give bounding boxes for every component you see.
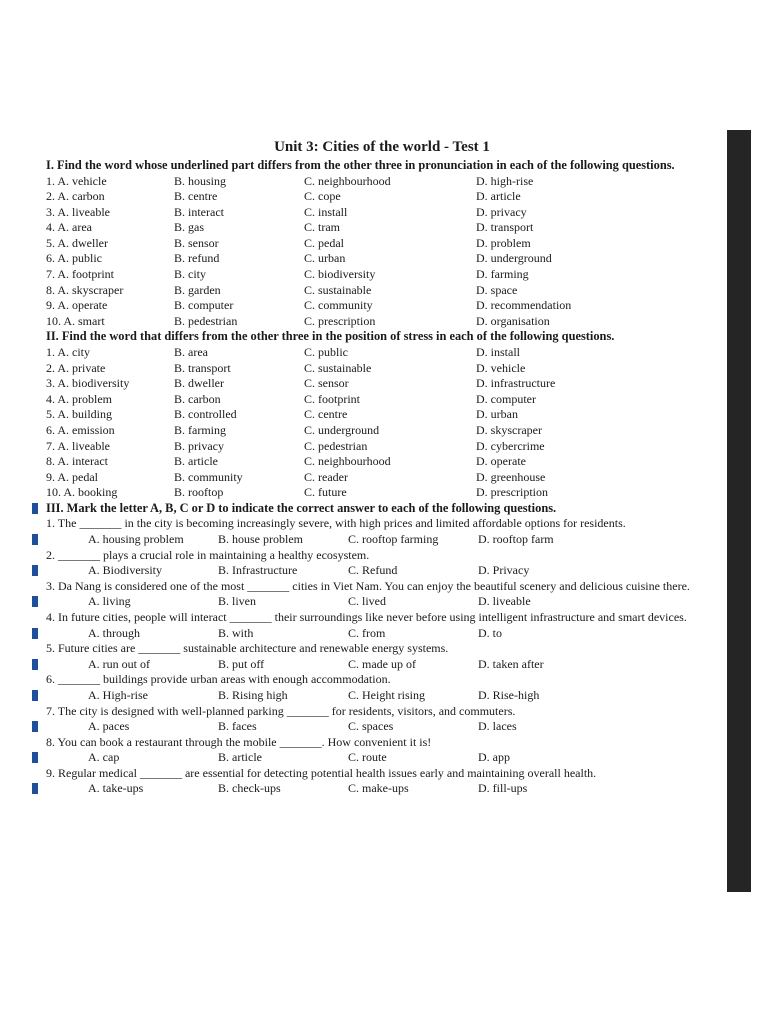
stress-option-a: 5. A. building: [46, 407, 113, 422]
pronunciation-option-a: 7. A. footprint: [46, 267, 114, 282]
mcq-option-d: D. app: [478, 750, 510, 765]
mcq-option-c: C. rooftop farming: [348, 531, 439, 546]
mcq-option-b: B. house problem: [218, 531, 303, 546]
mcq-option-c: C. made up of: [348, 656, 416, 671]
mcq-question-text: 1. The _______ in the city is becoming increasingly severe, with high prices and limited affordable options for residents.: [46, 516, 626, 531]
mcq-option-d: D. rooftop farm: [478, 531, 554, 546]
pronunciation-option-d: D. high-rise: [476, 173, 534, 188]
mcq-question-text: 2. _______ plays a crucial role in maintaining a healthy ecosystem.: [46, 547, 370, 562]
stress-option-c: C. footprint: [304, 391, 360, 406]
pronunciation-option-d: D. organisation: [476, 313, 550, 328]
stress-option-d: D. infrastructure: [476, 376, 556, 391]
pronunciation-question-row: [46, 314, 718, 330]
pronunciation-option-b: B. city: [174, 267, 206, 282]
stress-option-b: B. area: [174, 344, 208, 359]
mcq-option-a: A. cap: [88, 750, 120, 765]
mcq-question-text: 4. In future cities, people will interact _______ their surroundings like never before using intelligent infrastructure and smart devices.: [46, 609, 687, 624]
stress-option-d: D. computer: [476, 391, 536, 406]
stress-question-row: [46, 439, 718, 455]
pronunciation-option-c: C. neighbourhood: [304, 173, 391, 188]
pronunciation-option-c: C. sustainable: [304, 282, 372, 297]
section-2-list: [46, 345, 718, 501]
mcq-question-text: 7. The city is designed with well-planned parking _______ for residents, visitors, and commuters.: [46, 703, 516, 718]
pronunciation-option-b: B. refund: [174, 251, 220, 266]
pronunciation-question-row: [46, 236, 718, 252]
pronunciation-question-row: [46, 205, 718, 221]
mcq-question-text: 9. Regular medical _______ are essential for detecting potential health issues early and maintaining overall health.: [46, 765, 597, 780]
mcq-options-row: [46, 781, 718, 797]
stress-question-row: [46, 485, 718, 501]
stress-option-c: C. future: [304, 485, 347, 500]
pronunciation-option-d: D. recommendation: [476, 298, 572, 313]
pronunciation-option-b: B. sensor: [174, 235, 219, 250]
stress-option-b: B. privacy: [174, 438, 224, 453]
mcq-option-b: B. faces: [218, 719, 257, 734]
pronunciation-option-d: D. farming: [476, 267, 529, 282]
mcq-option-b: B. put off: [218, 656, 265, 671]
stress-option-c: C. sustainable: [304, 360, 372, 375]
pronunciation-question-row: [46, 220, 718, 236]
stress-option-b: B. carbon: [174, 391, 221, 406]
pronunciation-option-d: D. underground: [476, 251, 552, 266]
mcq-question-text: 6. _______ buildings provide urban areas with enough accommodation.: [46, 672, 391, 687]
stress-option-b: B. rooftop: [174, 485, 224, 500]
stress-question-row: [46, 345, 718, 361]
stress-option-c: C. pedestrian: [304, 438, 368, 453]
mcq-option-d: D. taken after: [478, 656, 544, 671]
mcq-option-b: B. Infrastructure: [218, 563, 298, 578]
pronunciation-option-c: C. urban: [304, 251, 346, 266]
stress-question-row: [46, 361, 718, 377]
pronunciation-option-d: D. privacy: [476, 204, 527, 219]
pronunciation-option-a: 5. A. dweller: [46, 235, 108, 250]
stress-option-b: B. controlled: [174, 407, 237, 422]
bookmark-marker-icon: [32, 596, 38, 607]
stress-option-a: 10. A. booking: [46, 485, 118, 500]
mcq-options-row: [46, 750, 718, 766]
stress-question-row: [46, 407, 718, 423]
stress-option-a: 3. A. biodiversity: [46, 376, 130, 391]
mcq-option-c: C. route: [348, 750, 387, 765]
page-title: Unit 3: Cities of the world - Test 1: [274, 139, 490, 155]
mcq-option-b: B. with: [218, 625, 254, 640]
bookmark-marker-icon: [32, 503, 38, 514]
mcq-option-b: B. article: [218, 750, 262, 765]
mcq-option-d: D. Rise-high: [478, 687, 540, 702]
section-3-heading: III. Mark the letter A, B, C or D to indicate the correct answer to each of the following questions.: [46, 500, 557, 515]
stress-option-c: C. public: [304, 344, 348, 359]
pronunciation-option-c: C. prescription: [304, 313, 376, 328]
pronunciation-option-a: 3. A. liveable: [46, 204, 110, 219]
section-1-heading: I. Find the word whose underlined part differs from the other three in pronunciation in each of the following questions.: [46, 158, 675, 172]
pronunciation-option-b: B. centre: [174, 189, 218, 204]
mcq-option-a: A. paces: [88, 719, 130, 734]
stress-question-row: [46, 423, 718, 439]
pronunciation-option-b: B. pedestrian: [174, 313, 238, 328]
pronunciation-option-a: 8. A. skyscraper: [46, 282, 124, 297]
mcq-options-row: [46, 657, 718, 673]
pronunciation-option-a: 4. A. area: [46, 220, 92, 235]
mcq-options-row: [46, 594, 718, 610]
bookmark-marker-icon: [32, 534, 38, 545]
mcq-options-row: [46, 532, 718, 548]
stress-option-d: D. greenhouse: [476, 469, 546, 484]
stress-option-c: C. reader: [304, 469, 348, 484]
dark-side-panel: [727, 130, 751, 892]
mcq-question-text: 3. Da Nang is considered one of the most _______ cities in Viet Nam. You can enjoy the beautiful scenery and delicious cuisine there.: [46, 578, 690, 593]
stress-option-a: 1. A. city: [46, 344, 90, 359]
pronunciation-option-a: 1. A. vehicle: [46, 173, 107, 188]
pronunciation-question-row: [46, 298, 718, 314]
mcq-option-a: A. housing problem: [88, 531, 184, 546]
pronunciation-option-a: 9. A. operate: [46, 298, 108, 313]
pronunciation-option-a: 6. A. public: [46, 251, 102, 266]
pronunciation-option-d: D. article: [476, 189, 521, 204]
mcq-option-a: A. High-rise: [88, 687, 148, 702]
pronunciation-option-c: C. install: [304, 204, 348, 219]
stress-option-c: C. neighbourhood: [304, 454, 391, 469]
stress-option-b: B. transport: [174, 360, 231, 375]
mcq-option-a: A. Biodiversity: [88, 563, 162, 578]
stress-option-d: D. operate: [476, 454, 526, 469]
stress-option-d: D. skyscraper: [476, 422, 542, 437]
pronunciation-question-row: [46, 174, 718, 190]
stress-option-b: B. dweller: [174, 376, 224, 391]
mcq-question-text: 5. Future cities are _______ sustainable architecture and renewable energy systems.: [46, 641, 449, 656]
pronunciation-question-row: [46, 189, 718, 205]
mcq-option-d: D. fill-ups: [478, 781, 528, 796]
bookmark-marker-icon: [32, 721, 38, 732]
bookmark-marker-icon: [32, 565, 38, 576]
pronunciation-question-row: [46, 267, 718, 283]
mcq-option-c: C. Refund: [348, 563, 398, 578]
mcq-option-b: B. Rising high: [218, 687, 288, 702]
mcq-options-row: [46, 719, 718, 735]
section-1-list: [46, 174, 718, 330]
stress-question-row: [46, 392, 718, 408]
pronunciation-option-c: C. tram: [304, 220, 340, 235]
bookmark-marker-icon: [32, 628, 38, 639]
pronunciation-option-c: C. pedal: [304, 235, 344, 250]
stress-question-row: [46, 470, 718, 486]
mcq-option-c: C. Height rising: [348, 687, 425, 702]
stress-option-a: 8. A. interact: [46, 454, 108, 469]
pronunciation-option-c: C. community: [304, 298, 373, 313]
pronunciation-option-b: B. gas: [174, 220, 204, 235]
pronunciation-question-row: [46, 283, 718, 299]
mcq-question-text: 8. You can book a restaurant through the mobile _______. How convenient it is!: [46, 734, 432, 749]
mcq-option-a: A. through: [88, 625, 140, 640]
pronunciation-option-c: C. biodiversity: [304, 267, 376, 282]
stress-option-b: B. article: [174, 454, 218, 469]
stress-question-row: [46, 454, 718, 470]
pronunciation-option-a: 10. A. smart: [46, 313, 105, 328]
stress-question-row: [46, 376, 718, 392]
pronunciation-option-d: D. problem: [476, 235, 531, 250]
pronunciation-option-b: B. computer: [174, 298, 234, 313]
stress-option-c: C. sensor: [304, 376, 349, 391]
stress-option-c: C. underground: [304, 422, 380, 437]
pronunciation-question-row: [46, 251, 718, 267]
mcq-option-c: C. from: [348, 625, 386, 640]
document-page: [46, 138, 718, 797]
bookmark-marker-icon: [32, 783, 38, 794]
mcq-option-d: D. liveable: [478, 594, 531, 609]
section-3-list: [46, 516, 718, 797]
stress-option-c: C. centre: [304, 407, 348, 422]
mcq-options-row: [46, 626, 718, 642]
bookmark-marker-icon: [32, 752, 38, 763]
pronunciation-option-b: B. garden: [174, 282, 221, 297]
pronunciation-option-b: B. interact: [174, 204, 224, 219]
stress-option-a: 4. A. problem: [46, 391, 112, 406]
mcq-option-c: C. make-ups: [348, 781, 409, 796]
stress-option-a: 9. A. pedal: [46, 469, 98, 484]
pronunciation-option-b: B. housing: [174, 173, 227, 188]
mcq-options-row: [46, 688, 718, 704]
section-2-heading: II. Find the word that differs from the other three in the position of stress in each of the following questions.: [46, 329, 615, 344]
stress-option-a: 6. A. emission: [46, 422, 115, 437]
stress-option-b: B. community: [174, 469, 243, 484]
mcq-option-d: D. Privacy: [478, 563, 530, 578]
bookmark-marker-icon: [32, 690, 38, 701]
pronunciation-option-a: 2. A. carbon: [46, 189, 105, 204]
mcq-option-a: A. run out of: [88, 656, 150, 671]
mcq-option-d: D. laces: [478, 719, 517, 734]
stress-option-d: D. prescription: [476, 485, 548, 500]
stress-option-d: D. install: [476, 344, 520, 359]
stress-option-d: D. vehicle: [476, 360, 526, 375]
stress-option-a: 2. A. private: [46, 360, 106, 375]
mcq-option-c: C. lived: [348, 594, 386, 609]
mcq-option-a: A. living: [88, 594, 131, 609]
mcq-option-b: B. check-ups: [218, 781, 281, 796]
pronunciation-option-d: D. space: [476, 282, 518, 297]
mcq-option-c: C. spaces: [348, 719, 394, 734]
mcq-option-a: A. take-ups: [88, 781, 144, 796]
mcq-options-row: [46, 563, 718, 579]
stress-option-b: B. farming: [174, 422, 226, 437]
mcq-option-b: B. liven: [218, 594, 256, 609]
mcq-option-d: D. to: [478, 625, 502, 640]
pronunciation-option-d: D. transport: [476, 220, 534, 235]
stress-option-d: D. cybercrime: [476, 438, 545, 453]
pronunciation-option-c: C. cope: [304, 189, 341, 204]
stress-option-a: 7. A. liveable: [46, 438, 110, 453]
stress-option-d: D. urban: [476, 407, 518, 422]
bookmark-marker-icon: [32, 659, 38, 670]
